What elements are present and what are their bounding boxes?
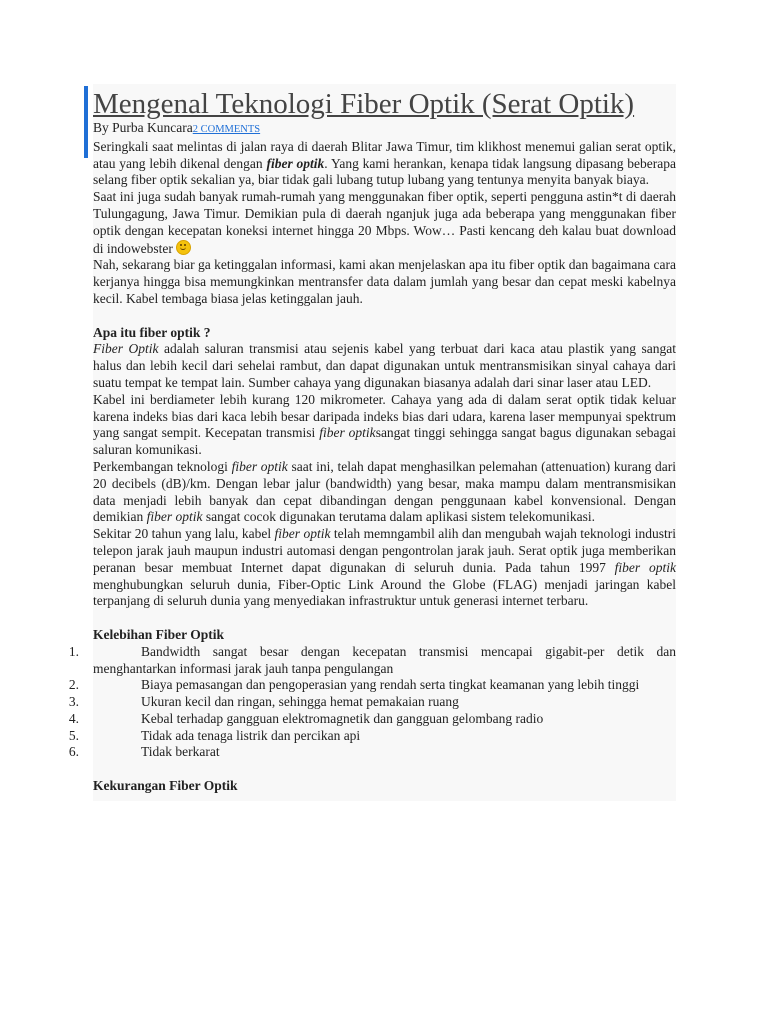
paragraph bbox=[93, 392, 676, 459]
text: adalah saluran transmisi atau sejenis kabel yang terbuat dari kaca atau plastik yang sangat halus dan lebih kecil dari sehelai rambut, dan dapat digunakan untuk mentransmisikan sinyal cahaya dari suatu tempat ke tempat lain. Sumber cahaya yang digunakan biasanya adalah dari sinar laser atau LED. bbox=[93, 341, 676, 390]
text: Seringkali saat melintas di jalan raya di daerah Blitar Jawa Timur, tim klikhost menemui galian serat optik, atau yang lebih dikenal dengan bbox=[93, 138, 676, 171]
byline bbox=[93, 120, 676, 139]
section-heading: Kelebihan Fiber Optik bbox=[93, 626, 225, 642]
list-number: 2. bbox=[68, 677, 79, 693]
list-item bbox=[68, 677, 676, 694]
text: saat ini, telah dapat menghasilkan pelemahan (attenuation) kurang dari 20 decibels (dB)/km. Dengan lebar jalur (bandwidth) yang besar, maka mampu dalam mentransmisikan data menjadi lebih banyak dan cepat dibandingan dengan penggunaan kabel konvensional. Dengan demikian bbox=[93, 458, 677, 525]
paragraph: Nah, sekarang biar ga ketinggalan informasi, kami akan menjelaskan apa itu fiber optik dan bagaimana cara kerjanya hingga bisa memungkinkan mentransfer data dalam jumlah yang besar dan cepat meski kabelnya kecil. Kabel tembaga biasa jelas ketinggalan jauh. bbox=[93, 257, 676, 306]
paragraph bbox=[93, 459, 676, 526]
list-item-text: Ukuran kecil dan ringan, sehingga hemat pemakaian ruang bbox=[141, 694, 459, 710]
spacer bbox=[93, 795, 676, 801]
text: menghubungkan seluruh dunia, Fiber-Optic Link Around the Globe (FLAG) menjadi jaringan kabel terpanjang di seluruh dunia yang menyediakan infrastruktur untuk generasi internet terbaru. bbox=[93, 576, 676, 609]
emphasis: fiber optik bbox=[274, 526, 331, 542]
list-number: 1. bbox=[68, 643, 79, 659]
spacer bbox=[93, 761, 676, 778]
spacer bbox=[93, 308, 676, 325]
spacer bbox=[93, 610, 676, 627]
text: sangat tinggi sehingga sangat bagus digunakan sebagai saluran komunikasi. bbox=[93, 425, 676, 458]
list-item-text: Bandwidth sangat besar dengan kecepatan transmisi mencapai gigabit-per detik dan menghantarkan informasi jarak jauh tanpa pengulangan bbox=[93, 643, 676, 676]
text: Kabel ini berdiameter lebih kurang 120 mikrometer. Cahaya yang ada di dalam serat optik tidak keluar karena indeks bias dari kaca lebih besar daripada indeks bias dari udara, karena laser mempunyai spektrum yang sangat sempit. Kecepatan transmisi bbox=[93, 391, 676, 441]
emphasis: fiber optik bbox=[614, 559, 676, 575]
paragraph bbox=[93, 189, 676, 257]
text: . Yang kami herankan, kenapa tidak langsung dipasang beberapa selang fiber optik sekalian ya, biar tidak gali lubang tutup lubang yang tentunya menyita banyak biaya. bbox=[93, 155, 676, 188]
list-number: 5. bbox=[68, 727, 79, 743]
list-number: 4. bbox=[68, 710, 79, 726]
list-number: 3. bbox=[68, 694, 79, 710]
list-item-text: Tidak ada tenaga listrik dan percikan api bbox=[141, 727, 361, 743]
list-item bbox=[68, 727, 676, 745]
title-accent-bar bbox=[84, 86, 88, 158]
paragraph bbox=[93, 526, 676, 610]
emphasis: Fiber Optik bbox=[93, 341, 159, 357]
list-item bbox=[68, 744, 676, 761]
comments-link[interactable]: 2 COMMENTS bbox=[192, 124, 261, 135]
list-item-text: Tidak berkarat bbox=[141, 744, 220, 760]
paragraph bbox=[93, 341, 676, 391]
list-item-text: Biaya pemasangan dan pengoperasian yang rendah serta tingkat keamanan yang lebih tinggi bbox=[141, 677, 640, 693]
article-body bbox=[68, 84, 677, 801]
smiley-emoji-icon bbox=[176, 240, 191, 255]
section-heading: Apa itu fiber optik ? bbox=[93, 324, 211, 340]
list-item-text: Kebal terhadap gangguan elektromagnetik dan gangguan gelombang radio bbox=[141, 710, 544, 726]
list-item bbox=[68, 710, 676, 728]
emphasis: fiber optik bbox=[266, 155, 325, 171]
list-item bbox=[68, 694, 676, 711]
text: sangat cocok digunakan terutama dalam aplikasi sistem telekomunikasi. bbox=[202, 509, 596, 525]
text: Perkembangan teknologi bbox=[93, 458, 232, 474]
section-heading: Kekurangan Fiber Optik bbox=[93, 778, 238, 794]
emphasis: fiber optik bbox=[231, 458, 288, 474]
text: Sekitar 20 tahun yang lalu, kabel bbox=[93, 526, 275, 542]
author-name: By Purba Kuncara bbox=[93, 120, 193, 135]
emphasis: fiber optik bbox=[319, 425, 376, 441]
emphasis: fiber optik bbox=[146, 509, 203, 525]
article-title: Mengenal Teknologi Fiber Optik (Serat Optik) bbox=[93, 88, 635, 120]
text: Saat ini juga sudah banyak rumah-rumah yang menggunakan fiber optik, seperti pengguna astin*t di daerah Tulungagung, Jawa Timur. Demikian pula di daerah nganjuk juga ada beberapa yang menggunakan fiber optik dengan kecepatan koneksi internet hingga 20 Mbps. Wow… Pasti kencang deh kalau buat download di indowebster bbox=[93, 189, 676, 256]
paragraph bbox=[93, 139, 676, 189]
text: telah memngambil alih dan mengubah wajah teknologi industri telepon jarak jauh maupun industri automasi dengan pengontrolan jarak jauh. Serat optik juga memberikan peranan besar membuat Internet dapat digunakan di seluruh dunia. Pada tahun 1997 bbox=[93, 526, 676, 575]
list-number: 6. bbox=[68, 744, 79, 760]
advantages-list bbox=[68, 643, 676, 762]
list-item bbox=[68, 643, 676, 678]
